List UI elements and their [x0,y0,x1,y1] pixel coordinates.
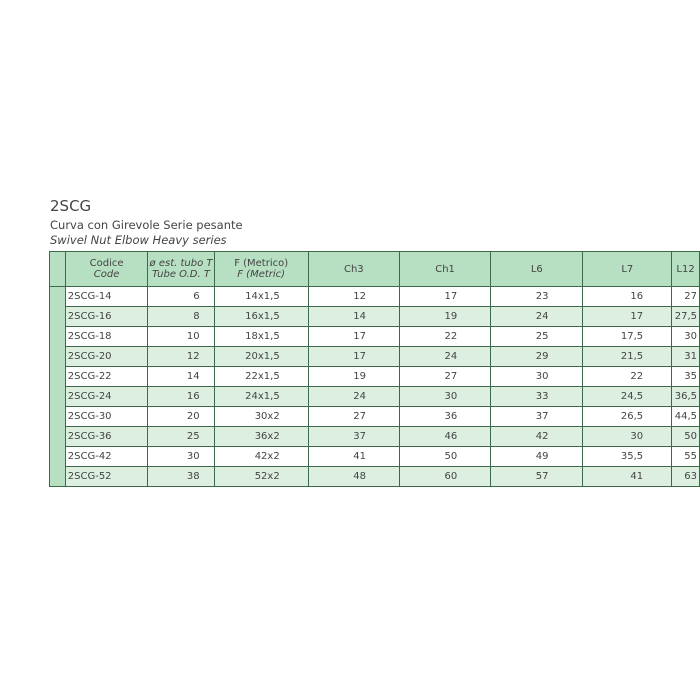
table-row [50,447,700,467]
cell-l12: 55 [672,447,700,467]
table-row [50,367,700,387]
col-header-f-it: F (Metrico) [234,258,289,269]
cell-l12: 63 [672,467,700,487]
col-header-f [214,252,308,287]
product-subtitle-italian: Curva con Girevole Serie pesante [50,218,243,232]
cell-l6: 30 [491,367,583,387]
table-row [50,307,700,327]
col-header-tube [148,252,214,287]
cell-l6: 25 [491,327,583,347]
cell-l7: 26,5 [583,407,672,427]
cell-code: 2SCG-14 [65,287,148,307]
cell-l6: 24 [491,307,583,327]
col-header-l6: L6 [491,252,583,287]
cell-code: 2SCG-16 [65,307,148,327]
cell-tube: 14 [148,367,214,387]
cell-ch3: 17 [308,327,399,347]
table-row [50,327,700,347]
cell-f: 42x2 [214,447,308,467]
cell-f: 24x1,5 [214,387,308,407]
cell-l12: 35 [672,367,700,387]
product-code-title: 2SCG [50,197,92,215]
side-strip-header [50,252,66,287]
cell-tube: 12 [148,347,214,367]
table-header-row [50,252,700,287]
cell-l12: 30 [672,327,700,347]
cell-l7: 30 [583,427,672,447]
cell-tube: 8 [148,307,214,327]
dimensions-table [49,251,700,487]
cell-l6: 37 [491,407,583,427]
cell-l12: 36,5 [672,387,700,407]
cell-ch1: 46 [399,427,490,447]
table-row [50,407,700,427]
cell-f: 22x1,5 [214,367,308,387]
cell-l6: 42 [491,427,583,447]
cell-code: 2SCG-36 [65,427,148,447]
cell-l7: 22 [583,367,672,387]
cell-code: 2SCG-24 [65,387,148,407]
cell-ch3: 14 [308,307,399,327]
table-row [50,347,700,367]
cell-l12: 27 [672,287,700,307]
dimensions-table-wrapper [49,251,700,487]
cell-l6: 57 [491,467,583,487]
col-header-ch3: Ch3 [308,252,399,287]
cell-tube: 25 [148,427,214,447]
product-header [50,197,243,247]
cell-l7: 41 [583,467,672,487]
cell-l6: 23 [491,287,583,307]
cell-l7: 17 [583,307,672,327]
cell-l7: 35,5 [583,447,672,467]
cell-f: 30x2 [214,407,308,427]
cell-f: 36x2 [214,427,308,447]
cell-ch1: 50 [399,447,490,467]
table-row [50,387,700,407]
cell-ch1: 19 [399,307,490,327]
cell-ch3: 19 [308,367,399,387]
cell-ch1: 22 [399,327,490,347]
cell-ch3: 12 [308,287,399,307]
cell-ch1: 27 [399,367,490,387]
cell-ch1: 60 [399,467,490,487]
cell-tube: 20 [148,407,214,427]
col-header-l12: L12 [672,252,700,287]
cell-l12: 44,5 [672,407,700,427]
cell-tube: 6 [148,287,214,307]
col-header-code-en: Code [93,269,120,280]
col-header-tube-en: Tube O.D. T [152,269,210,280]
cell-ch1: 36 [399,407,490,427]
col-header-l7: L7 [583,252,672,287]
cell-tube: 16 [148,387,214,407]
table-row [50,287,700,307]
table-row [50,427,700,447]
cell-code: 2SCG-18 [65,327,148,347]
cell-l7: 17,5 [583,327,672,347]
cell-l7: 16 [583,287,672,307]
col-header-code-it: Codice [89,258,124,269]
cell-l12: 27,5 [672,307,700,327]
cell-l7: 21,5 [583,347,672,367]
cell-f: 20x1,5 [214,347,308,367]
cell-ch1: 24 [399,347,490,367]
cell-f: 14x1,5 [214,287,308,307]
col-header-ch1: Ch1 [399,252,490,287]
cell-ch1: 17 [399,287,490,307]
cell-tube: 30 [148,447,214,467]
cell-ch3: 24 [308,387,399,407]
table-row [50,467,700,487]
cell-l7: 24,5 [583,387,672,407]
cell-ch1: 30 [399,387,490,407]
cell-f: 16x1,5 [214,307,308,327]
cell-ch3: 17 [308,347,399,367]
cell-code: 2SCG-20 [65,347,148,367]
cell-code: 2SCG-22 [65,367,148,387]
cell-code: 2SCG-30 [65,407,148,427]
cell-l12: 31 [672,347,700,367]
cell-f: 52x2 [214,467,308,487]
cell-tube: 10 [148,327,214,347]
side-strip [50,287,66,487]
table-body [50,287,700,487]
cell-tube: 38 [148,467,214,487]
cell-code: 2SCG-52 [65,467,148,487]
cell-l12: 50 [672,427,700,447]
cell-l6: 29 [491,347,583,367]
cell-l6: 49 [491,447,583,467]
cell-ch3: 48 [308,467,399,487]
col-header-f-en: F (Metric) [237,269,286,280]
cell-f: 18x1,5 [214,327,308,347]
product-subtitle-english: Swivel Nut Elbow Heavy series [50,233,227,247]
cell-ch3: 27 [308,407,399,427]
col-header-code [65,252,148,287]
cell-ch3: 41 [308,447,399,467]
cell-code: 2SCG-42 [65,447,148,467]
cell-ch3: 37 [308,427,399,447]
col-header-tube-it: ø est. tubo T [149,258,213,269]
cell-l6: 33 [491,387,583,407]
